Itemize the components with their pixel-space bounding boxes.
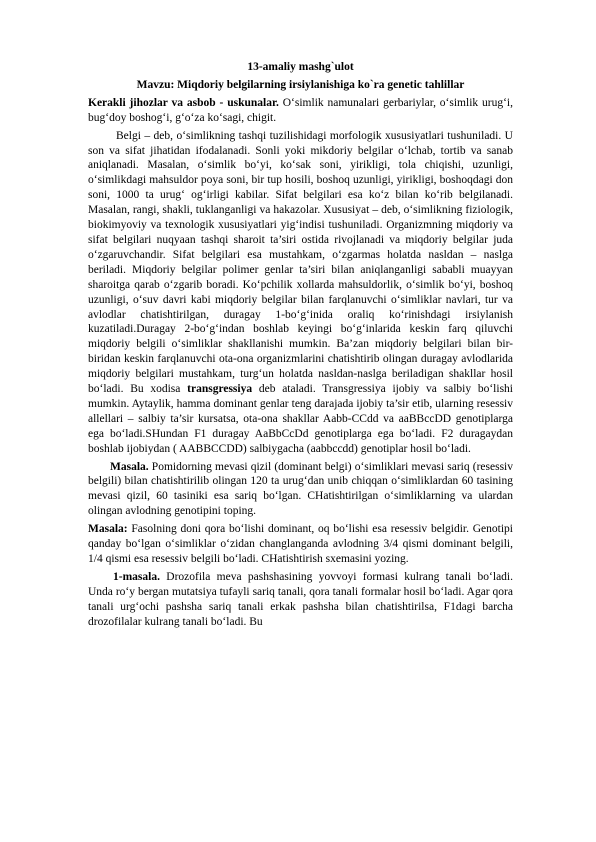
theory-paragraph (88, 129, 513, 457)
topic-subtitle: Mavzu: Miqdoriy belgilarning irsiylanishiga ko`ra genetic tahlillar (136, 78, 465, 91)
theory-text-2: deb ataladi. Transgressiya ijobiy va salbiy bo‘lishi mumkin. Aytaylik, hamma dominant genlar teng darajada ijobiy ta’sir etib, ularning resessiv allellari – salbiy ta’sir kursatsa, ota-ona shakllar Aabb-CCdd va aaBBccDD genotiplarga ega bo‘ladi.SHundan F1 duragay AaBbCcDd genotiplarga ega bo‘ladi. F2 duragaydan boshlab ijobiydan ( AABBCCDD) salbiygacha (aabbccdd) genotiplar hosil bo‘ladi. (88, 383, 513, 455)
example-1-text: Pomidorning mevasi qizil (dominant belgi) o‘simliklari mevasi sariq (resessiv belgili) bilan chatishtirilib olingan 120 ta urug‘dan unib chiqqan o‘simliklardan 60 tasining mevasi qizil, 60 tasiniki esa sariq bo‘lgan. CHatishtirilgan o‘simliklarning va ulardan olingan avlodning genotipini toping. (88, 460, 513, 518)
example-2-label: Masala: (88, 523, 128, 536)
example-2-text: Fasolning doni qora bo‘lishi dominant, oq bo‘lishi esa resessiv belgidir. Genotipi qanday bo‘lgan o‘simliklar o‘zidan changlanganda avlodning 3/4 qismi dominant belgili, 1/4 qismi esa resessiv belgili bo‘ladi. CHatishtirish sxemasini yozing. (88, 523, 513, 565)
equipment-text: O‘simlik namunalari gerbariylar, o‘simlik urug‘i, bug‘doy boshog‘i, g‘o‘za ko‘sagi, chigit. (88, 96, 513, 124)
example-1-label: Masala. (110, 460, 149, 473)
example-3-text: Drozofila meva pashshasining yovvoyi formasi kulrang tanali bo‘ladi. Unda ro‘y bergan mutatsiya tufayli sariq tanali, qora tanali formalar hosil bo‘ladi. Agar qora tanali urg‘ochi pashsha sariq tanali erkak pashsha bilan chatishtirilsa, F1dagi barcha drozofilalar kulrang tanali bo‘ladi. Bu (88, 570, 513, 628)
example-1-paragraph (88, 460, 513, 520)
example-3-paragraph (88, 570, 513, 630)
example-2-paragraph (88, 522, 513, 567)
example-3-label: 1-masala. (113, 570, 160, 583)
document-page (88, 60, 513, 633)
theory-text-1: Belgi – deb, o‘simlikning tashqi tuzilishidagi morfologik xususiyatlari tushuniladi. U son va sifat jihatidan ifodalanadi. Sonli yoki mikdoriy belgilar o‘lchab, tortib va sanab aniqlanadi. Masalan, o‘simlik bo‘yi, ko‘sak soni, yirikligi, tola chiqishi, uzunligi, o‘simlikdagi mahsuldor poya soni, bir tup hosili, boshoq uzunligi, yirikligi, boshoqdagi don soni, 1000 ta urug‘ og‘irligi kabilar. Sifat belgilari esa ko‘z bilan ko‘rib belgilanadi. Masalan, rangi, shakli, tuklanganligi va hakazolar. Xususiyat – deb, o‘simlikning fiziologik, biokimyoviy va texnologik xususiyatlari yig‘indisi tushuniladi. Organizmning miqdoriy va sifat belgilari nuqyaan tashqi sharoit ta’siri ostida rivojlanadi va miqdoriy belgilar juda o‘zgaruvchandir. Sifat belgilari esa mustahkam, o‘zgarmas holatda nasldan – naslga beriladi. Miqdoriy belgilar polimer genlar ta’siri bilan aniqlanganligi sababli muayyan sharoitga qarab o‘zgarib boradi. Ko‘pchilik xollarda mahsuldorlik, o‘simlik bo‘yi, boshoq uzunligi, o‘suv davri kabi miqdoriy belgilar bilan farqlanuvchi o‘simliklar navlari, tur va avlodlar chatishtirilgan, duragay 1-bo‘g‘inida oraliq ko‘rinishdagi irsiylanish kuzatiladi.Duragay 2-bo‘g‘indan boshlab keyingi bo‘g‘inlarida keskin farq qiluvchi miqdoriy belgili o‘simliklar shakllanishi mumkin. Ba’zan miqdoriy belgilari bilan bir-biridan keskin farqlanuvchi ota-ona organizmlarini chatishtirib olingan duragay avlodlarida miqdoriy belgilari mustahkam, turg‘un holatda nasldan-naslga beriladigan shakllar hosil bo‘ladi. Bu xodisa (88, 129, 513, 396)
equipment-label: Kerakli jihozlar va asbob - uskunalar. (88, 96, 279, 109)
equipment-paragraph (88, 96, 513, 126)
page-title: 13-amaliy mashg`ulot (247, 61, 354, 73)
transgressiya-term: transgressiya (187, 383, 253, 396)
